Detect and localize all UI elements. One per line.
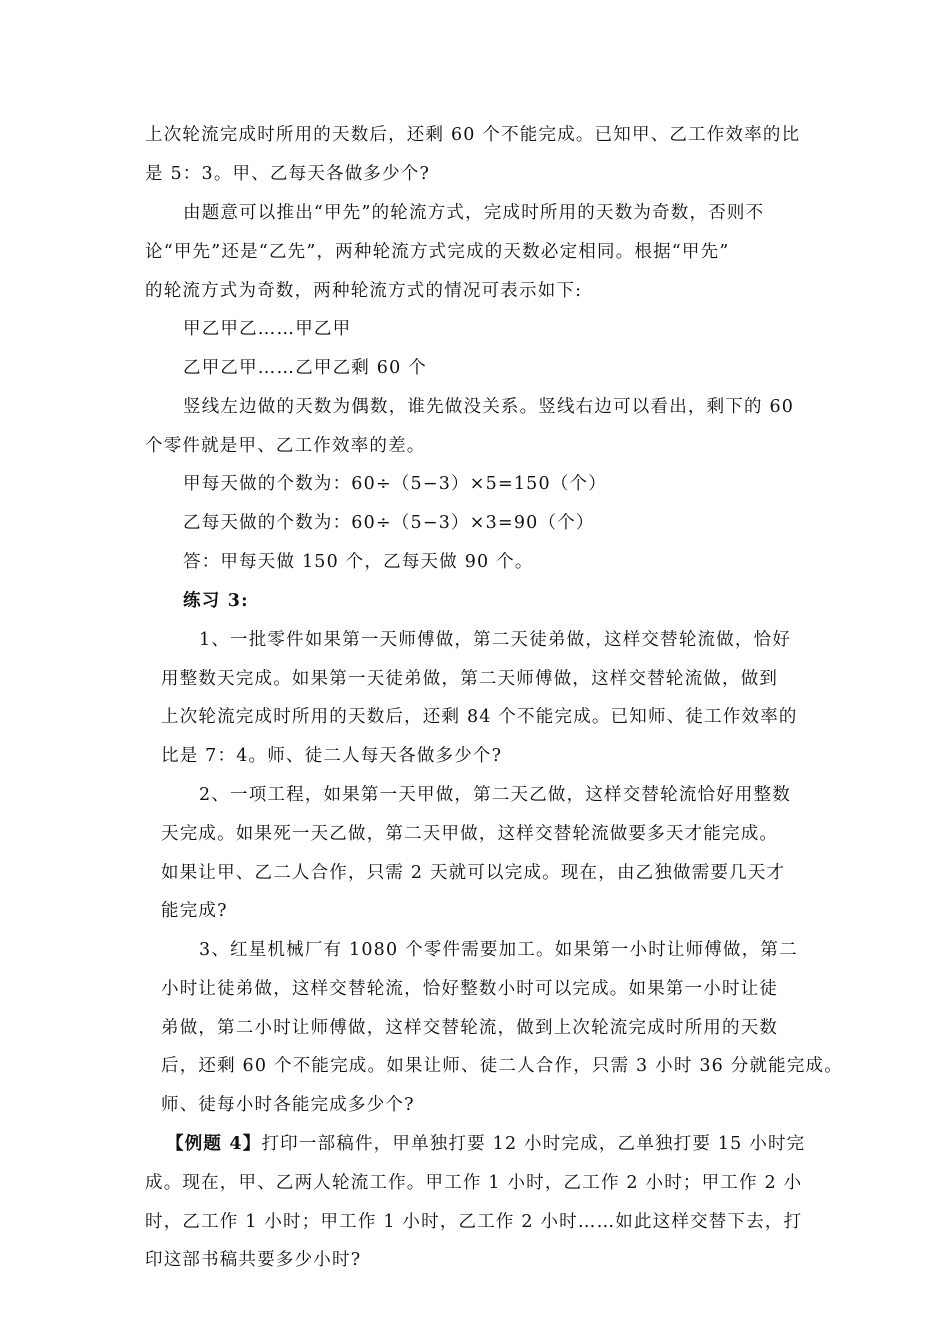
practice-question-line: 师、徒每小时各能完成多少个? xyxy=(161,1095,415,1115)
example-line: 成。现在，甲、乙两人轮流工作。甲工作 1 小时，乙工作 2 小时；甲工作 2 小 xyxy=(145,1173,803,1193)
practice-question-line: 比是 7：4。师、徒二人每天各做多少个? xyxy=(161,746,503,766)
calculation-line: 乙每天做的个数为：60÷（5−3）×3=90（个） xyxy=(183,513,595,533)
practice-question-line: 用整数天完成。如果第一天徒弟做，第二天师傅做，这样交替轮流做，做到 xyxy=(161,669,779,689)
practice-question-line: 上次轮流完成时所用的天数后，还剩 84 个不能完成。已知师、徒工作效率的 xyxy=(161,707,798,727)
practice-question-line: 如果让甲、乙二人合作，只需 2 天就可以完成。现在，由乙独做需要几天才 xyxy=(161,863,786,883)
practice-heading: 练习 3: xyxy=(183,591,249,611)
text-line: 的轮流方式为奇数，两种轮流方式的情况可表示如下: xyxy=(145,281,583,301)
practice-question-line: 2、一项工程，如果第一天甲做，第二天乙做，这样交替轮流恰好用整数 xyxy=(199,785,792,805)
example-label: 【例题 4】 xyxy=(166,1134,262,1154)
example-text: 打印一部稿件，甲单独打要 12 小时完成，乙单独打要 15 小时完 xyxy=(261,1134,806,1154)
text-line: 上次轮流完成时所用的天数后，还剩 60 个不能完成。已知甲、乙工作效率的比 xyxy=(145,125,801,145)
example-first-line xyxy=(166,1132,805,1156)
practice-question-line: 弟做，第二小时让师傅做，这样交替轮流，做到上次轮流完成时所用的天数 xyxy=(161,1018,779,1038)
text-line: 竖线左边做的天数为偶数，谁先做没关系。竖线右边可以看出，剩下的 60 xyxy=(183,397,795,417)
sequence-line: 乙甲乙甲……乙甲乙剩 60 个 xyxy=(183,358,427,378)
practice-question-line: 能完成? xyxy=(161,901,228,921)
example-line: 时，乙工作 1 小时；甲工作 1 小时，乙工作 2 小时……如此这样交替下去，打 xyxy=(145,1212,803,1232)
practice-question-line: 后，还剩 60 个不能完成。如果让师、徒二人合作，只需 3 小时 36 分就能完成。 xyxy=(161,1056,843,1076)
text-line: 个零件就是甲、乙工作效率的差。 xyxy=(145,436,426,456)
practice-question-line: 天完成。如果死一天乙做，第二天甲做，这样交替轮流做要多天才能完成。 xyxy=(161,824,779,844)
example-line: 印这部书稿共要多少小时? xyxy=(145,1250,362,1270)
text-line: 论“甲先”还是“乙先”，两种轮流方式完成的天数必定相同。根据“甲先” xyxy=(145,242,730,262)
answer-line: 答：甲每天做 150 个，乙每天做 90 个。 xyxy=(183,552,534,572)
practice-question-line: 小时让徒弟做，这样交替轮流，恰好整数小时可以完成。如果第一小时让徒 xyxy=(161,979,779,999)
text-line: 是 5：3。甲、乙每天各做多少个? xyxy=(145,164,431,184)
sequence-line: 甲乙甲乙……甲乙甲 xyxy=(183,319,352,339)
calculation-line: 甲每天做的个数为：60÷（5−3）×5=150（个） xyxy=(183,474,607,494)
practice-question-line: 3、红星机械厂有 1080 个零件需要加工。如果第一小时让师傅做，第二 xyxy=(199,940,798,960)
practice-question-line: 1、一批零件如果第一天师傅做，第二天徒弟做，这样交替轮流做，恰好 xyxy=(199,630,792,650)
text-line: 由题意可以推出“甲先”的轮流方式，完成时所用的天数为奇数，否则不 xyxy=(183,203,765,223)
